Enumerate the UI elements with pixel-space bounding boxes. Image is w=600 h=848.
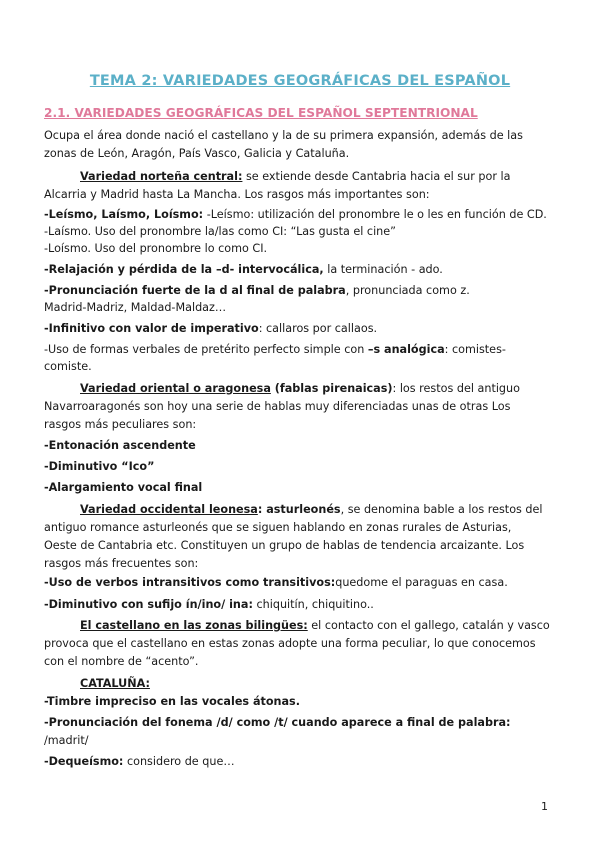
occidental-feature-1-text: quedome el paraguas en casa. (335, 576, 508, 589)
laismo-line: -Laísmo. Uso del pronombre la/las como CI: “Las gusta el cine” (44, 225, 396, 238)
uso-line-1 (44, 342, 506, 358)
oriental-line-1 (80, 381, 520, 397)
oriental-text: : los restos del antiguo (392, 382, 520, 395)
leismo-line (44, 207, 547, 223)
loismo-line: -Loísmo. Uso del pronombre lo como CI. (44, 242, 268, 255)
cataluna-feature-3 (44, 754, 235, 770)
occidental-line-3: Oeste de Cantabria etc. Constituyen un grupo de hablas de tendencia arcaizante. Los (44, 539, 525, 552)
pronunciacion-line (44, 283, 470, 299)
infinitivo-text: : callaros por callaos. (258, 322, 378, 335)
uso-text-2: : comistes- (444, 343, 506, 356)
leismo-label: -Leísmo, Laísmo, Loísmo: (44, 208, 204, 221)
bilingues-line-1 (80, 618, 550, 634)
oriental-feature-1: -Entonación ascendente (44, 439, 196, 452)
cataluna-feature-1: -Timbre impreciso en las vocales átonas. (44, 695, 300, 708)
occidental-feature-2-label: -Diminutivo con sufijo ín/ino/ ina: (44, 598, 253, 611)
oriental-feature-3: -Alargamiento vocal final (44, 481, 203, 494)
cataluna-heading: CATALUÑA: (80, 677, 150, 690)
occidental-heading: Variedad occidental leonesa (80, 503, 258, 516)
occidental-heading-2: : asturleonés (257, 503, 341, 516)
nortena-text: se extiende desde Cantabria hacia el sur por la (242, 170, 511, 183)
nortena-line-1 (80, 169, 510, 185)
nortena-line-2: Alcarria y Madrid hasta La Mancha. Los rasgos más importantes son: (44, 188, 430, 201)
oriental-heading-2: (fablas pirenaicas) (270, 382, 393, 395)
bilingues-text: el contacto con el gallego, catalán y vasco (307, 619, 550, 632)
occidental-line-1 (80, 502, 543, 518)
occidental-feature-2 (44, 597, 374, 613)
pronunciacion-text: , pronunciada como z. (345, 284, 470, 297)
cataluna-feature-2: -Pronunciación del fonema /d/ como /t/ cuando aparece a final de palabra: (44, 716, 511, 729)
infinitivo-line (44, 321, 377, 337)
relajacion-label: -Relajación y pérdida de la –d- intervocálica, (44, 263, 324, 276)
intro-line-2: zonas de León, Aragón, País Vasco, Galicia y Cataluña. (44, 147, 350, 160)
bilingues-line-2: provoca que el castellano en estas zonas adopte una forma peculiar, lo que conocemos (44, 637, 536, 650)
cataluna-feature-2-example: /madrit/ (44, 734, 89, 747)
page-number: 1 (541, 800, 548, 813)
pronunciacion-label: -Pronunciación fuerte de la d al final de palabra (44, 284, 346, 297)
bilingues-line-3: con el nombre de “acento”. (44, 655, 199, 668)
nortena-heading: Variedad norteña central: (80, 170, 243, 183)
occidental-feature-2-text: chiquitín, chiquitino.. (252, 598, 374, 611)
oriental-line-2: Navarroaragonés son hoy una serie de hablas muy diferenciadas unas de otras Los (44, 400, 511, 413)
bilingues-heading: El castellano en las zonas bilingües: (80, 619, 308, 632)
uso-text-1: -Uso de formas verbales de pretérito perfecto simple con (44, 343, 368, 356)
uso-label: –s analógica (367, 343, 445, 356)
page-title: TEMA 2: VARIEDADES GEOGRÁFICAS DEL ESPAÑOL (89, 73, 511, 89)
occidental-line-4: rasgos más frecuentes son: (44, 557, 199, 570)
oriental-feature-2: -Diminutivo “Ico” (44, 460, 155, 473)
occidental-feature-1-label: -Uso de verbos intransitivos como transitivos: (44, 576, 336, 589)
occidental-text: , se denomina bable a los restos del (340, 503, 543, 516)
relajacion-line (44, 262, 443, 278)
dequeismo-text: considero de que… (123, 755, 235, 768)
infinitivo-label: -Infinitivo con valor de imperativo (44, 322, 259, 335)
leismo-text: -Leísmo: utilización del pronombre le o les en función de CD. (203, 208, 547, 221)
section-subtitle: 2.1. VARIEDADES GEOGRÁFICAS DEL ESPAÑOL SEPTENTRIONAL (44, 106, 478, 120)
dequeismo-label: -Dequeísmo: (44, 755, 124, 768)
relajacion-text: la terminación - ado. (323, 263, 443, 276)
pronunciacion-example: Madrid-Madriz, Maldad-Maldaz… (44, 301, 227, 314)
occidental-line-2: antiguo romance asturleonés que se siguen hablando en zonas rurales de Asturias, (44, 521, 512, 534)
occidental-feature-1 (44, 575, 508, 591)
oriental-heading: Variedad oriental o aragonesa (80, 382, 271, 395)
uso-line-2: comiste. (44, 360, 92, 373)
intro-line-1: Ocupa el área donde nació el castellano y la de su primera expansión, además de las (44, 129, 523, 142)
oriental-line-3: rasgos más peculiares son: (44, 418, 197, 431)
